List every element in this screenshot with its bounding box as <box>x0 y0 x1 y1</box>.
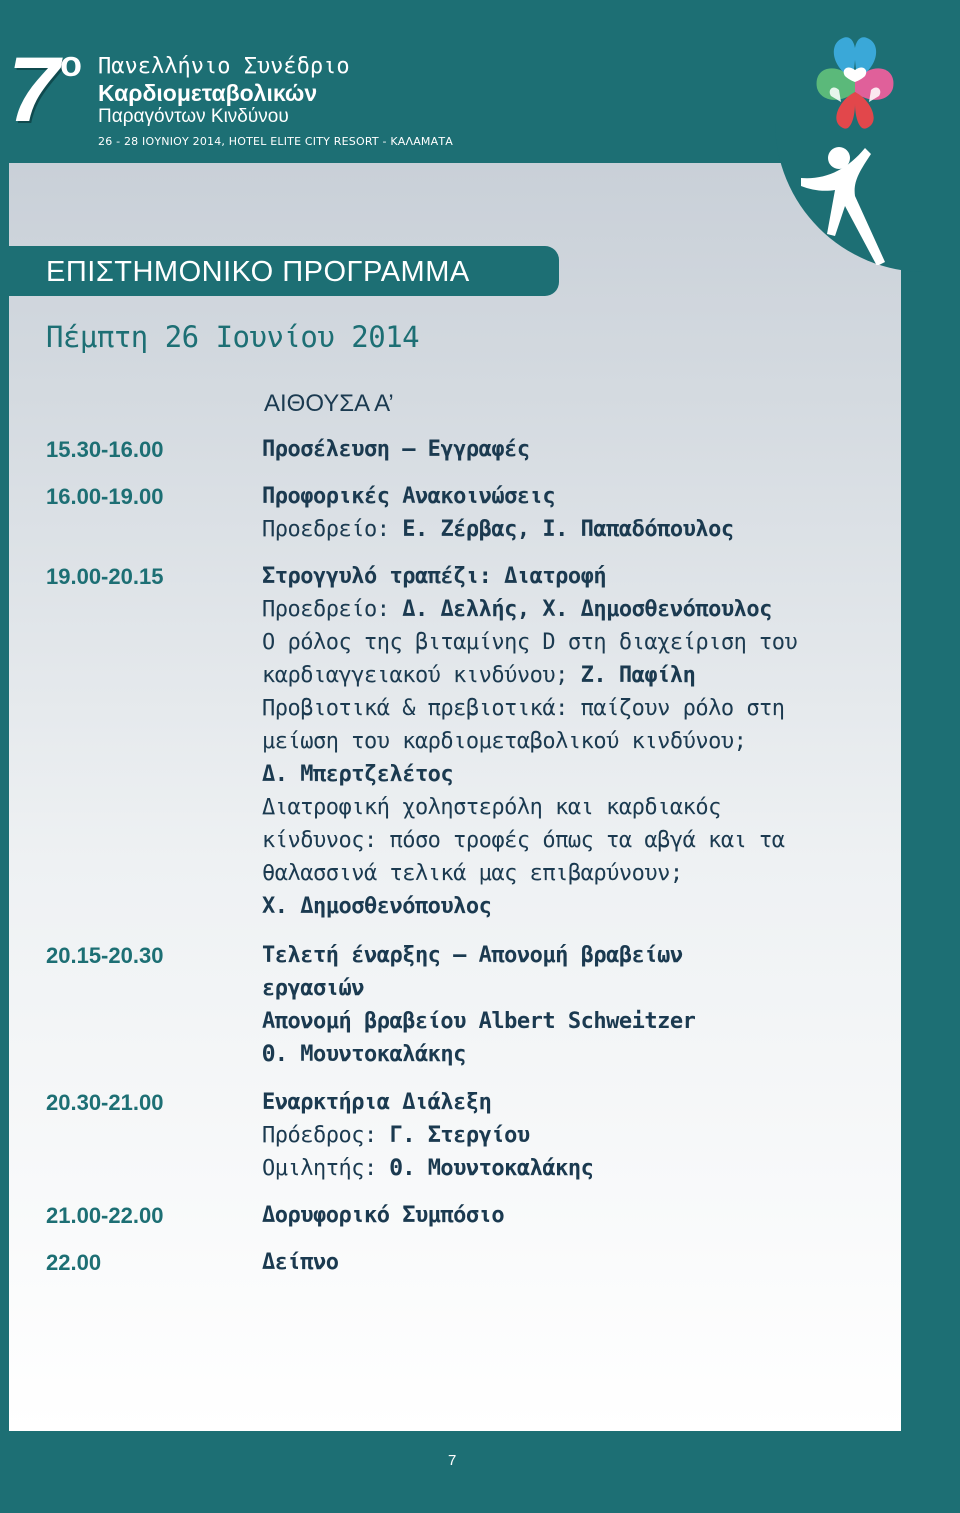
schedule-line-bold: Προσέλευση – Εγγραφές <box>262 437 530 462</box>
schedule-line <box>262 1009 695 1034</box>
schedule-time: 19.00-20.15 <box>46 564 164 589</box>
schedule-line <box>262 1250 338 1275</box>
schedule-time: 20.30-21.00 <box>46 1090 164 1115</box>
schedule-line-bold: Στρογγυλό τραπέζι: Διατροφή <box>262 564 607 589</box>
schedule-line-text: κίνδυνος: πόσο τροφές όπως τα αβγά και τα <box>262 828 785 853</box>
schedule-line <box>262 1090 491 1115</box>
schedule-line <box>262 630 797 655</box>
schedule-line <box>262 828 785 853</box>
schedule-line-text: Ομιλητής: <box>262 1156 390 1181</box>
edition-superscript: ο <box>60 43 82 84</box>
schedule-line <box>262 1203 504 1228</box>
schedule-line <box>262 976 364 1001</box>
schedule-line-text: Προβιοτικά & πρεβιοτικά: παίζουν ρόλο στη <box>262 696 785 721</box>
schedule-line <box>262 663 695 688</box>
schedule-time: 15.30-16.00 <box>46 437 164 462</box>
schedule-time: 20.15-20.30 <box>46 943 164 968</box>
day-heading: Πέμπτη 26 Ιουνίου 2014 <box>46 320 420 354</box>
schedule-line <box>262 894 491 919</box>
schedule-line-bold: Δ. Δελλής, Χ. Δημοσθενόπουλος <box>402 597 772 622</box>
schedule-line <box>262 762 453 787</box>
schedule-line <box>262 437 530 462</box>
running-figure-icon <box>801 147 885 265</box>
schedule-line-bold: Ε. Ζέρβας, Ι. Παπαδόπουλος <box>402 517 734 542</box>
conference-dates-venue: 26 - 28 ΙΟΥΝΙΟΥ 2014, HOTEL ELITE CITY RESORT - ΚΑΛΑΜΑΤΑ <box>98 135 453 148</box>
schedule-line-bold: Απονομή βραβείου Albert Schweitzer <box>262 1009 696 1034</box>
schedule-line-bold: Θ. Μουντοκαλάκης <box>262 1042 466 1067</box>
schedule-line-text: Προεδρείο: <box>262 517 403 542</box>
schedule-line <box>262 1042 466 1067</box>
schedule-time: 22.00 <box>46 1250 102 1275</box>
schedule-line-bold: Δείπνο <box>262 1250 339 1275</box>
conference-title-line2: Καρδιομεταβολικών <box>98 80 318 106</box>
schedule-time: 21.00-22.00 <box>46 1203 164 1228</box>
room-heading: ΑΙΘΟΥΣΑ Α’ <box>264 390 394 417</box>
schedule-time: 16.00-19.00 <box>46 484 164 509</box>
conference-logo <box>795 30 915 265</box>
program-banner-title: ΕΠΙΣΤΗΜΟΝΙΚΟ ΠΡΟΓΡΑΜΜΑ <box>46 256 470 288</box>
schedule-line <box>262 943 683 968</box>
schedule-line <box>262 517 734 542</box>
schedule-line-text: μείωση του καρδιομεταβολικού κινδύνου; <box>262 729 747 754</box>
schedule-line-text: Προεδρείο: <box>262 597 403 622</box>
edition-number: 7 <box>8 39 58 141</box>
schedule-line-bold: Προφορικές Ανακοινώσεις <box>262 484 556 509</box>
schedule-line <box>262 484 555 509</box>
conference-title-line3: Παραγόντων Κινδύνου <box>98 106 289 127</box>
schedule-line-text: θαλασσινά τελικά μας επιβαρύνουν; <box>262 861 683 886</box>
program-banner <box>9 246 559 296</box>
schedule-line-bold: Χ. Δημοσθενόπουλος <box>262 894 492 919</box>
schedule-line <box>262 696 785 721</box>
schedule-line-bold: Δορυφορικό Συμπόσιο <box>262 1203 505 1228</box>
schedule-line-bold: Θ. Μουντοκαλάκης <box>389 1156 594 1181</box>
schedule-line <box>262 861 683 886</box>
clover-hearts-icon <box>817 37 894 128</box>
schedule-line-bold: Γ. Στεργίου <box>389 1123 530 1148</box>
page-number: 7 <box>448 1452 457 1469</box>
schedule-line-bold: Δ. Μπερτζελέτος <box>262 762 454 787</box>
schedule-line-text: Διατροφική χοληστερόλη και καρδιακός <box>262 795 721 820</box>
schedule-line-text: καρδιαγγειακού κινδύνου; <box>262 663 581 688</box>
schedule-line <box>262 597 772 622</box>
schedule-line-bold: Εναρκτήρια Διάλεξη <box>262 1090 492 1115</box>
schedule-line-bold: Ζ. Παφίλη <box>580 663 696 688</box>
schedule-line <box>262 795 721 820</box>
schedule-line-text: Πρόεδρος: <box>262 1123 390 1148</box>
schedule-line <box>262 1123 530 1148</box>
conference-title-line1: Πανελλήνιο Συνέδριο <box>98 54 350 79</box>
schedule-line <box>262 1156 593 1181</box>
schedule-line-bold: εργασιών <box>262 976 364 1001</box>
schedule-line <box>262 729 746 754</box>
schedule-line-bold: Τελετή έναρξης – Απονομή βραβείων <box>262 943 683 968</box>
schedule-line <box>262 564 606 589</box>
schedule-line-text: Ο ρόλος της βιταμίνης D στη διαχείριση του <box>262 630 798 655</box>
